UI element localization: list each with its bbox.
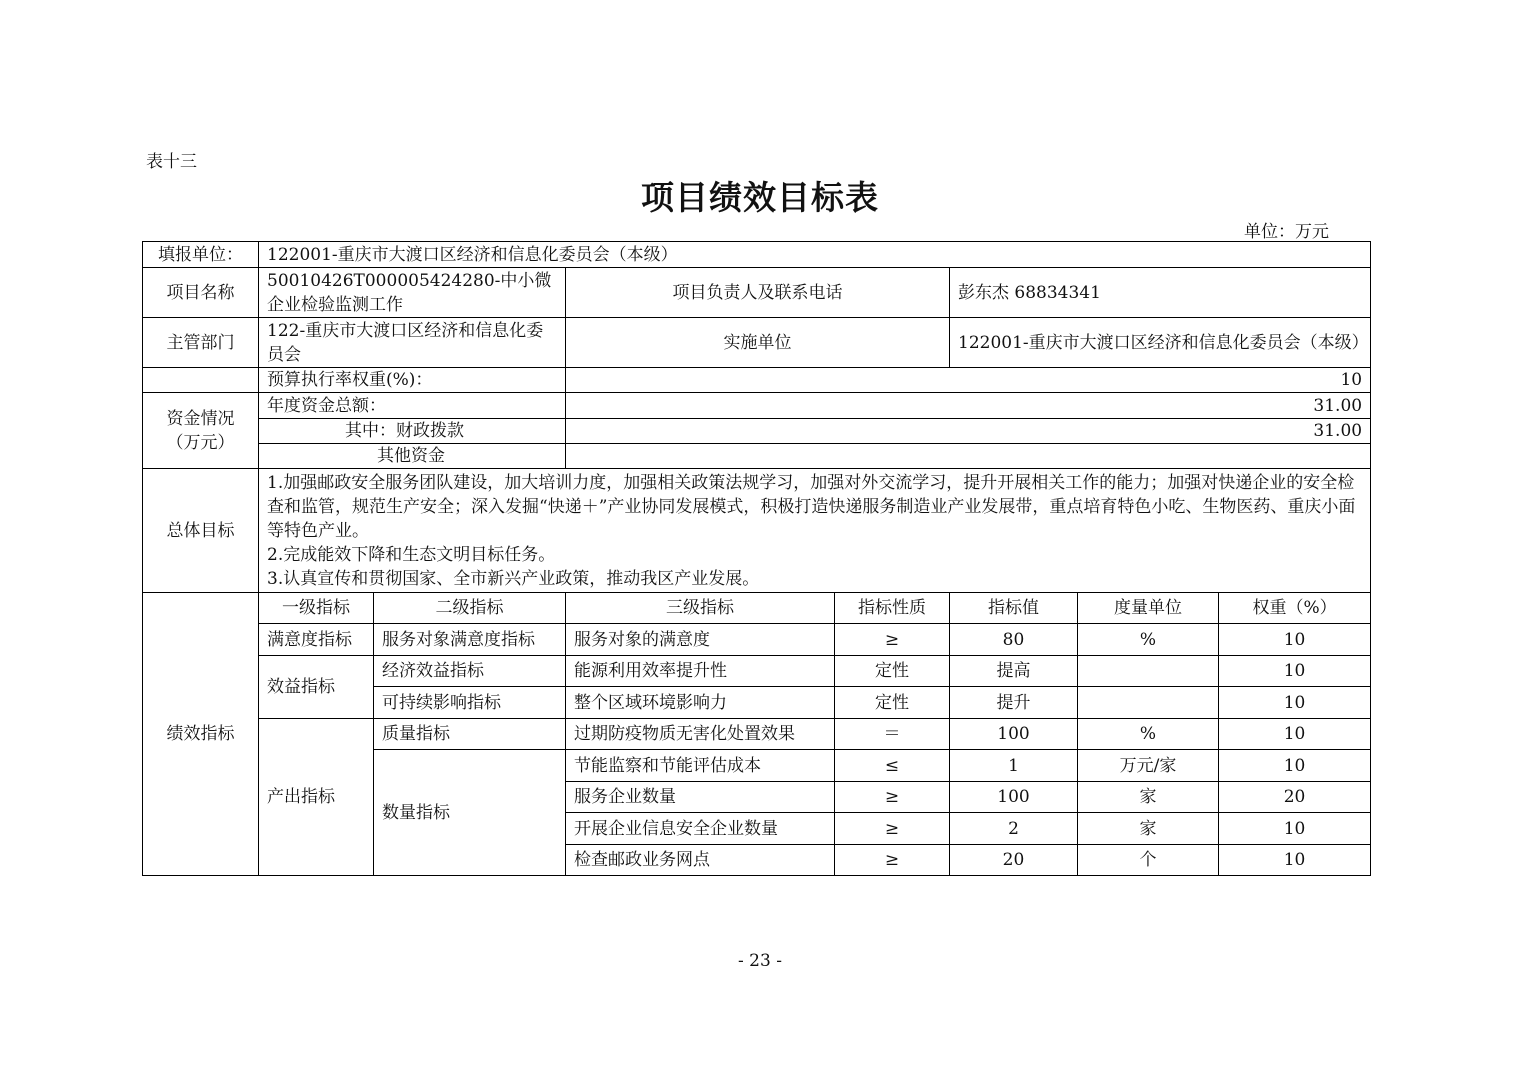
- level2-economic-benefit: 经济效益指标: [374, 656, 566, 687]
- indicators-section-label: 绩效指标: [143, 593, 259, 876]
- header-weight: 权重（%）: [1219, 593, 1371, 624]
- indicator-weight: 10: [1219, 687, 1371, 719]
- indicator-unit: [1078, 687, 1219, 719]
- indicator-name: 开展企业信息安全企业数量: [566, 813, 835, 845]
- level2-service-satisfaction: 服务对象满意度指标: [374, 624, 566, 656]
- indicator-weight: 10: [1219, 719, 1371, 750]
- header-nature: 指标性质: [835, 593, 950, 624]
- indicator-row: [143, 656, 1371, 687]
- indicator-weight: 20: [1219, 782, 1371, 813]
- level1-benefit: 效益指标: [259, 656, 374, 719]
- indicator-unit: %: [1078, 624, 1219, 656]
- dept-label: 主管部门: [143, 318, 259, 368]
- department-row: [143, 318, 1371, 368]
- header-level2: 二级指标: [374, 593, 566, 624]
- indicator-weight: 10: [1219, 656, 1371, 687]
- goals-text: [259, 469, 1371, 593]
- indicator-nature: ≥: [835, 813, 950, 845]
- indicator-value: 80: [950, 624, 1078, 656]
- performance-target-table: [142, 241, 1371, 876]
- budget-weight-value: 10: [566, 368, 1371, 393]
- indicator-value: 2: [950, 813, 1078, 845]
- indicator-row: [143, 624, 1371, 656]
- header-level1: 一级指标: [259, 593, 374, 624]
- goal-line-2: 2.完成能效下降和生态文明目标任务。: [267, 544, 556, 565]
- filler-value: 122001-重庆市大渡口区经济和信息化委员会（本级）: [259, 242, 1371, 268]
- indicator-name: 整个区域环境影响力: [566, 687, 835, 719]
- indicator-nature: ≥: [835, 782, 950, 813]
- budget-weight-label: 预算执行率权重(%)：: [259, 368, 566, 393]
- fund-total-value: 31.00: [566, 393, 1371, 419]
- level1-satisfaction: 满意度指标: [259, 624, 374, 656]
- goal-line-1: 1.加强邮政安全服务团队建设，加大培训力度，加强相关政策法规学习，加强对外交流学习，提升开展相关工作的能力；加强对快递企业的安全检查和监管，规范生产安全；深入发掘“快递＋”产业协同发展模式，积极打造快递服务制造业产业发展带，重点培育特色小吃、生物医药、重庆小面等特色产业。: [267, 472, 1356, 541]
- header-value: 指标值: [950, 593, 1078, 624]
- level2-sustainable-impact: 可持续影响指标: [374, 687, 566, 719]
- indicator-nature: 定性: [835, 687, 950, 719]
- level2-quantity: 数量指标: [374, 750, 566, 876]
- header-unit: 度量单位: [1078, 593, 1219, 624]
- project-name-label: 项目名称: [143, 268, 259, 318]
- fund-other-value: [566, 444, 1371, 469]
- indicator-unit: %: [1078, 719, 1219, 750]
- budget-weight-blank: [143, 368, 259, 393]
- indicator-nature: 定性: [835, 656, 950, 687]
- fund-other-row: [143, 444, 1371, 469]
- indicator-value: 提高: [950, 656, 1078, 687]
- level2-quality: 质量指标: [374, 719, 566, 750]
- level1-output: 产出指标: [259, 719, 374, 876]
- indicator-nature: ＝: [835, 719, 950, 750]
- fund-fiscal-value: 31.00: [566, 419, 1371, 444]
- fund-fiscal-label: 其中：财政拨款: [259, 419, 566, 444]
- goals-label: 总体目标: [143, 469, 259, 593]
- impl-value: 122001-重庆市大渡口区经济和信息化委员会（本级）: [950, 318, 1371, 368]
- indicator-value: 20: [950, 845, 1078, 876]
- fund-other-label: 其他资金: [259, 444, 566, 469]
- indicator-unit: 个: [1078, 845, 1219, 876]
- indicator-nature: ≥: [835, 624, 950, 656]
- goal-line-3: 3.认真宣传和贯彻国家、全市新兴产业政策，推动我区产业发展。: [267, 568, 760, 589]
- indicator-name: 能源利用效率提升性: [566, 656, 835, 687]
- funds-section-label: 资金情况（万元）: [143, 393, 259, 469]
- indicator-header-row: [143, 593, 1371, 624]
- indicator-nature: ≥: [835, 845, 950, 876]
- indicator-name: 服务企业数量: [566, 782, 835, 813]
- indicator-row: [143, 719, 1371, 750]
- indicator-name: 过期防疫物质无害化处置效果: [566, 719, 835, 750]
- filler-row: [143, 242, 1371, 268]
- project-row: [143, 268, 1371, 318]
- indicator-name: 服务对象的满意度: [566, 624, 835, 656]
- indicator-nature: ≤: [835, 750, 950, 782]
- contact-value: 彭东杰 68834341: [950, 268, 1371, 318]
- indicator-unit: [1078, 656, 1219, 687]
- document-title: 项目绩效目标表: [641, 178, 879, 217]
- budget-weight-row: [143, 368, 1371, 393]
- project-name-value: 50010426T000005424280-中小微企业检验监测工作: [259, 268, 566, 318]
- impl-label: 实施单位: [566, 318, 950, 368]
- fund-total-row: [143, 393, 1371, 419]
- indicator-value: 100: [950, 719, 1078, 750]
- indicator-value: 1: [950, 750, 1078, 782]
- indicator-unit: 家: [1078, 782, 1219, 813]
- indicator-value: 提升: [950, 687, 1078, 719]
- indicator-weight: 10: [1219, 624, 1371, 656]
- fund-total-label: 年度资金总额：: [259, 393, 566, 419]
- indicator-name: 节能监察和节能评估成本: [566, 750, 835, 782]
- dept-value: 122-重庆市大渡口区经济和信息化委员会: [259, 318, 566, 368]
- indicator-name: 检查邮政业务网点: [566, 845, 835, 876]
- table-number-label: 表十三: [146, 152, 197, 172]
- indicator-unit: 万元/家: [1078, 750, 1219, 782]
- unit-label: 单位：万元: [1244, 222, 1329, 242]
- indicator-unit: 家: [1078, 813, 1219, 845]
- page-number: - 23 -: [738, 951, 782, 971]
- fund-fiscal-row: [143, 419, 1371, 444]
- indicator-weight: 10: [1219, 845, 1371, 876]
- indicator-weight: 10: [1219, 750, 1371, 782]
- filler-label: 填报单位：: [143, 242, 259, 268]
- indicator-value: 100: [950, 782, 1078, 813]
- goals-row: [143, 469, 1371, 593]
- contact-label: 项目负责人及联系电话: [566, 268, 950, 318]
- indicator-weight: 10: [1219, 813, 1371, 845]
- header-level3: 三级指标: [566, 593, 835, 624]
